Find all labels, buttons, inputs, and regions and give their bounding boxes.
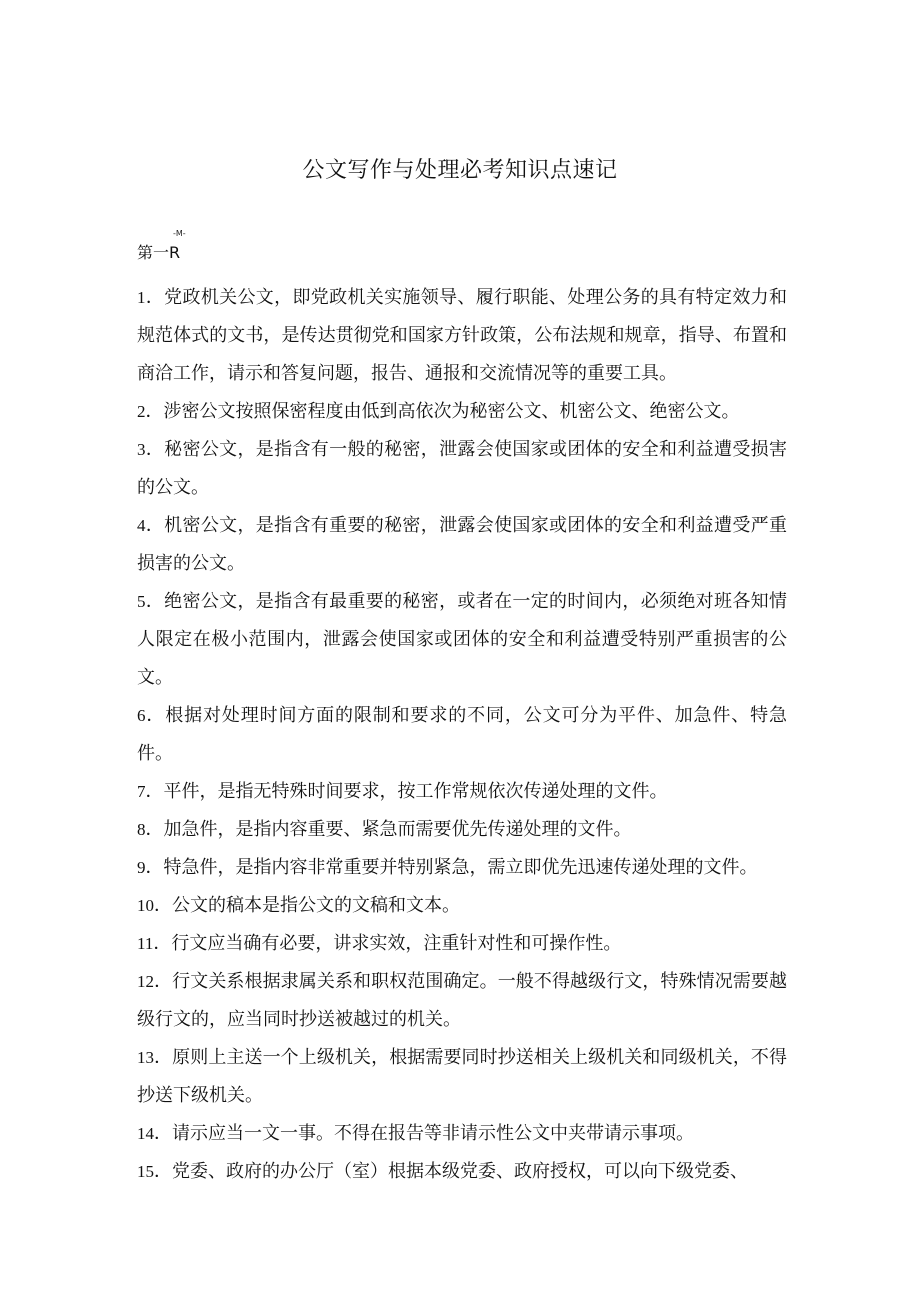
item-text: ．党委、政府的办公厅（室）根据本级党委、政府授权，可以向下级党委、 [154, 1161, 748, 1182]
list-item [137, 887, 787, 925]
list-item [137, 1153, 787, 1191]
item-text: ．机密公文，是指含有重要的秘密，泄露会使国家或团体的安全和利益遭受严重损害的公文。 [137, 515, 787, 574]
item-number: 10 [137, 896, 154, 915]
item-text: ．请示应当一文一事。不得在报告等非请示性公文中夹带请示事项。 [154, 1123, 694, 1144]
header-mark: -M- [173, 229, 186, 238]
item-text: ．公文的稿本是指公文的文稿和文本。 [154, 895, 460, 916]
item-text: ．特急件，是指内容非常重要并特别紧急，需立即优先迅速传递处理的文件。 [145, 857, 758, 878]
list-item [137, 811, 787, 849]
item-number: 5 [137, 592, 146, 611]
item-number: 12 [137, 972, 154, 991]
item-text: ．加急件，是指内容重要、紧急而需要优先传递处理的文件。 [145, 819, 632, 840]
list-item [137, 279, 787, 393]
knowledge-list [137, 279, 787, 1191]
list-item [137, 583, 787, 697]
item-text: ．原则上主送一个上级机关，根据需要同时抄送相关上级机关和同级机关，不得抄送下级机关。 [137, 1047, 787, 1106]
item-number: 4 [137, 516, 146, 535]
document-title: 公文写作与处理必考知识点速记 [302, 158, 618, 183]
item-number: 8 [137, 820, 146, 839]
item-text: ．涉密公文按照保密程度由低到高依次为秘密公文、机密公文、绝密公文。 [145, 401, 740, 422]
list-item [137, 431, 787, 507]
item-number: 2 [137, 402, 146, 421]
item-text: ．绝密公文，是指含有最重要的秘密，或者在一定的时间内，必须绝对班各知情人限定在极小范围内，泄露会使国家或团体的安全和利益遭受特别严重损害的公文。 [137, 591, 787, 688]
list-item [137, 697, 787, 773]
item-number: 13 [137, 1048, 154, 1067]
item-number: 3 [137, 440, 146, 459]
item-text: ．行文关系根据隶属关系和职权范围确定。一般不得越级行文，特殊情况需要越级行文的，应当同时抄送被越过的机关。 [137, 971, 787, 1030]
item-number: 9 [137, 858, 146, 877]
item-number: 11 [137, 934, 154, 953]
list-item [137, 849, 787, 887]
item-number: 15 [137, 1162, 154, 1181]
list-item [137, 393, 787, 431]
item-number: 7 [137, 782, 146, 801]
item-text: ．平件，是指无特殊时间要求，按工作常规依次传递处理的文件。 [145, 781, 668, 802]
list-item [137, 507, 787, 583]
item-number: 6 [137, 706, 146, 725]
item-text: ．党政机关公文，即党政机关实施领导、履行职能、处理公务的具有特定效力和规范体式的文书，是传达贯彻党和国家方针政策，公布法规和规章，指导、布置和商洽工作，请示和答复问题，报告、通报和交流情况等的重要工具。 [137, 287, 787, 384]
item-text: ．根据对处理时间方面的限制和要求的不同，公文可分为平件、加急件、特急件。 [137, 705, 787, 764]
list-item [137, 1039, 787, 1115]
list-item [137, 773, 787, 811]
item-text: ．行文应当确有必要，讲求实效，注重针对性和可操作性。 [153, 933, 622, 954]
item-number: 1 [137, 288, 146, 307]
chapter-heading: 第一R [137, 243, 181, 262]
list-item [137, 1115, 787, 1153]
item-number: 14 [137, 1124, 154, 1143]
item-text: ．秘密公文，是指含有一般的秘密，泄露会使国家或团体的安全和利益遭受损害的公文。 [137, 439, 787, 498]
list-item [137, 925, 787, 963]
list-item [137, 963, 787, 1039]
